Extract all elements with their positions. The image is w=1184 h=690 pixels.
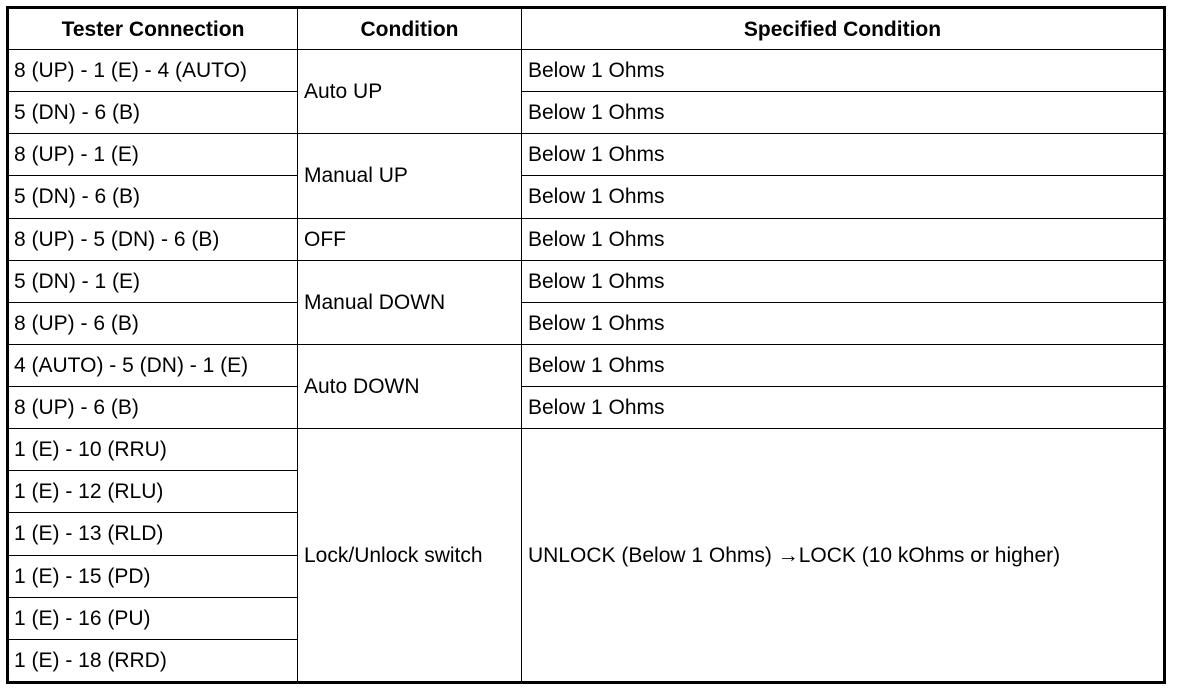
tester-connection-cell: 5 (DN) - 6 (B) (8, 92, 298, 134)
tester-connection-cell: 1 (E) - 12 (RLU) (8, 471, 298, 513)
header-condition: Condition (298, 8, 522, 50)
specified-condition-cell: Below 1 Ohms (522, 134, 1165, 176)
tester-connection-cell: 8 (UP) - 6 (B) (8, 387, 298, 429)
specified-condition-cell: Below 1 Ohms (522, 260, 1165, 302)
condition-cell: OFF (298, 218, 522, 260)
header-specified-condition: Specified Condition (522, 8, 1165, 50)
condition-cell: Manual UP (298, 134, 522, 218)
table-row (8, 50, 1165, 92)
specified-condition-cell: Below 1 Ohms (522, 387, 1165, 429)
tester-connection-cell: 5 (DN) - 6 (B) (8, 176, 298, 218)
specification-table (6, 6, 1166, 684)
specified-condition-cell: Below 1 Ohms (522, 50, 1165, 92)
tester-connection-cell: 8 (UP) - 5 (DN) - 6 (B) (8, 218, 298, 260)
tester-connection-cell: 8 (UP) - 1 (E) (8, 134, 298, 176)
table-row (8, 260, 1165, 302)
tester-connection-cell: 1 (E) - 15 (PD) (8, 555, 298, 597)
tester-connection-cell: 1 (E) - 18 (RRD) (8, 639, 298, 682)
condition-cell: Auto UP (298, 50, 522, 134)
tester-connection-cell: 8 (UP) - 6 (B) (8, 302, 298, 344)
specified-condition-cell: UNLOCK (Below 1 Ohms) →LOCK (10 kOhms or higher) (522, 429, 1165, 683)
tester-connection-cell: 8 (UP) - 1 (E) - 4 (AUTO) (8, 50, 298, 92)
tester-connection-cell: 1 (E) - 13 (RLD) (8, 513, 298, 555)
table-row (8, 176, 1165, 218)
condition-cell: Auto DOWN (298, 344, 522, 428)
table-row (8, 218, 1165, 260)
header-tester-connection: Tester Connection (8, 8, 298, 50)
condition-cell: Manual DOWN (298, 260, 522, 344)
table-row (8, 302, 1165, 344)
table-row (8, 92, 1165, 134)
header-row (8, 8, 1165, 50)
table-row (8, 344, 1165, 386)
condition-cell: Lock/Unlock switch (298, 429, 522, 683)
tester-connection-cell: 4 (AUTO) - 5 (DN) - 1 (E) (8, 344, 298, 386)
specified-condition-cell: Below 1 Ohms (522, 176, 1165, 218)
specified-condition-cell: Below 1 Ohms (522, 344, 1165, 386)
tester-connection-cell: 1 (E) - 16 (PU) (8, 597, 298, 639)
table-row (8, 134, 1165, 176)
table-row (8, 429, 1165, 471)
specified-condition-cell: Below 1 Ohms (522, 302, 1165, 344)
tester-connection-cell: 5 (DN) - 1 (E) (8, 260, 298, 302)
table-row (8, 387, 1165, 429)
tester-connection-cell: 1 (E) - 10 (RRU) (8, 429, 298, 471)
specified-condition-cell: Below 1 Ohms (522, 92, 1165, 134)
specified-condition-cell: Below 1 Ohms (522, 218, 1165, 260)
